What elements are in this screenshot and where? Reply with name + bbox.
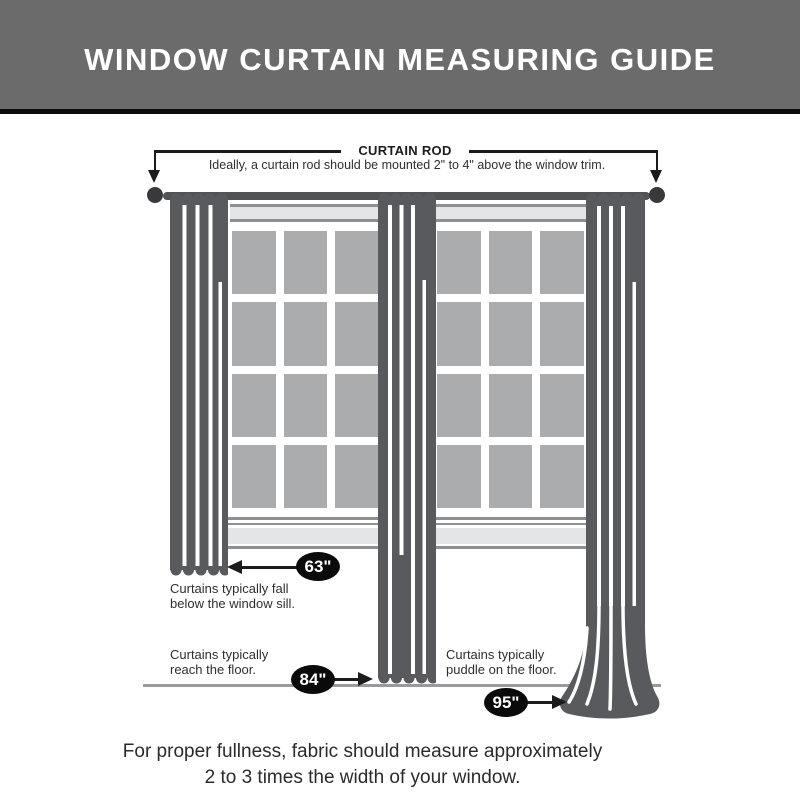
- window-pane: [489, 445, 533, 508]
- window-pane: [284, 231, 328, 294]
- curtain-rod-label: CURTAIN ROD: [358, 143, 452, 158]
- window-pane: [232, 302, 276, 365]
- caption-floor-length: Curtains typically reach the floor.: [170, 647, 269, 677]
- window-pane: [437, 231, 481, 294]
- length-badge-63: 63": [296, 552, 340, 581]
- fullness-note: For proper fullness, fabric should measure approximately 2 to 3 times the width of your window.: [122, 741, 603, 788]
- window-pane: [437, 374, 481, 437]
- window-pane: [232, 231, 276, 294]
- window-pane: [489, 302, 533, 365]
- window-pane: [335, 231, 379, 294]
- header-banner: [0, 0, 800, 114]
- page-title: WINDOW CURTAIN MEASURING GUIDE: [84, 41, 716, 77]
- length-badge-84: 84": [291, 665, 335, 694]
- window-pane: [335, 445, 379, 508]
- bracket-drop-right: [656, 150, 659, 171]
- window-pane: [489, 374, 533, 437]
- bracket-line-left: [154, 150, 341, 153]
- window-pane: [284, 445, 328, 508]
- window-pane: [284, 302, 328, 365]
- window-pane: [489, 231, 533, 294]
- right-arrowhead-icon: [358, 672, 373, 686]
- window-pane: [335, 302, 379, 365]
- bracket-drop-left: [154, 150, 157, 171]
- bracket-line-right: [469, 150, 658, 153]
- caption-puddle-length: Curtains typically puddle on the floor.: [446, 647, 557, 677]
- measure-arrow-84: [333, 678, 359, 682]
- curtain-panel-puddle-length: [556, 188, 664, 725]
- window-pane: [335, 374, 379, 437]
- caption-sill-length: Curtains typically fall below the window sill.: [170, 581, 296, 611]
- window-pane: [437, 302, 481, 365]
- window-pane: [232, 374, 276, 437]
- window-pane: [437, 445, 481, 508]
- measure-arrow-95: [527, 701, 553, 705]
- curtain-panel-sill-length: [170, 192, 228, 582]
- measure-arrow-63: [241, 566, 297, 570]
- right-arrowhead-icon: [552, 695, 567, 709]
- rod-finial-left: [147, 187, 163, 203]
- down-arrow-icon: [148, 170, 160, 183]
- curtain-panel-floor-length: [378, 192, 436, 692]
- window-pane: [232, 445, 276, 508]
- window-pane: [284, 374, 328, 437]
- rod-mounting-note: Ideally, a curtain rod should be mounted 2" to 4" above the window trim.: [208, 158, 606, 172]
- left-arrowhead-icon: [227, 560, 242, 574]
- length-badge-95: 95": [484, 688, 528, 717]
